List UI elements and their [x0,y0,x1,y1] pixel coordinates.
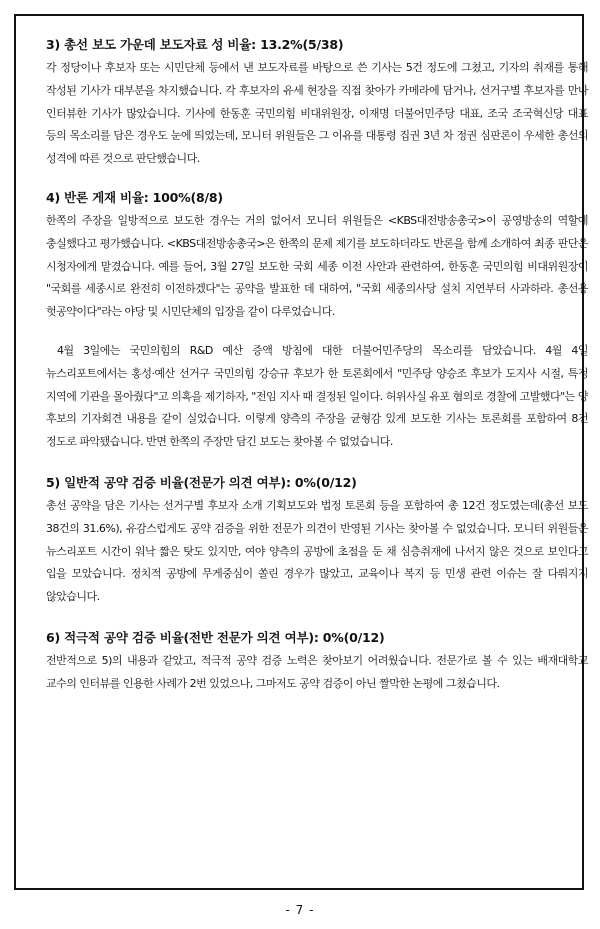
section-paragraph: 전반적으로 5)의 내용과 같았고, 적극적 공약 검증 노력은 찾아보기 어려웠습니다. 전문가로 볼 수 있는 배재대학교 교수의 인터뷰를 인용한 사례가 2번 있었으나, 그마저도 공약 검증이 아닌 짤막한 논평에 그쳤습니다. [46,653,588,690]
section-heading: 5) 일반적 공약 검증 비율(전문가 의견 여부): 0%(0/12) [46,474,357,490]
section-paragraph: 각 정당이나 후보자 또는 시민단체 등에서 낸 보도자료를 바탕으로 쓴 기사는 5건 정도에 그쳤고, 기자의 취재를 통해 작성된 기사가 대부분을 차지했습니다. 각 후보자의 유세 현장을 직접 찾아가 카메라에 담거나, 선거구별 후보자를 만나 인터뷰한 기사가 많았습니다. 기사에 한동훈 국민의힘 비대위원장, 이재명 더불어민주당 대표, 조국 조국혁신당 대표 등의 목소리를 담은 경우도 눈에 띄었는데, 모니터 위원들은 그 이유를 대통령 집권 3년 차 정권 심판론이 우세한 총선의 성격에 따른 것으로 판단했습니다. [46,61,588,166]
section-paragraph: 한쪽의 주장을 일방적으로 보도한 경우는 거의 없어서 모니터 위원들은 <KBS대전방송총국>이 공영방송의 역할에 충실했다고 평가했습니다. <KBS대전방송총국>은 한쪽의 문제 제기를 보도하더라도 반론을 함께 소개하여 최종 판단은 시청자에게 맡겼습니다. 예를 들어, 3월 27일 보도한 국회 세종 이전 사안과 관련하여, 한동훈 국민의힘 비대위원장이 "국회를 세종시로 완전히 이전하겠다"는 공약을 발표한 데 대하여, "국회 세종의사당 설치 지연부터 사과하라. 총선용 헛공약이다"라는 야당 및 시민단체의 입장을 같이 다루었습니다. [46,213,588,319]
section-heading: 4) 반론 게재 비율: 100%(8/8) [46,189,223,205]
section-active-pledge-verification [46,629,588,696]
section-general-pledge-verification [46,474,588,609]
page-frame [14,14,588,890]
document-body [46,36,588,696]
section-press-release-ratio [46,36,588,171]
section-heading: 3) 총선 보도 가운데 보도자료 성 비율: 13.2%(5/38) [46,37,344,52]
section-paragraph: 4월 3일에는 국민의힘의 R&D 예산 증액 방침에 대한 더불어민주당의 목소리를 담았습니다. 4월 4일 뉴스리포트에서는 홍성·예산 선거구 국민의힘 강승규 후보가 한 토론회에서 "민주당 양승조 후보가 도지사 시절, 특정 지역에 기관을 몰아줬다"고 의혹을 제기하자, "전임 지사 때 결정된 일이다. 허위사실 유포 혐의로 경찰에 고발했다"는 양 후보의 기자회견 내용을 같이 실었습니다. 이렇게 양측의 주장을 균형감 있게 보도한 기사는 토론회를 포함하여 8건 정도로 파악됐습니다. 반면 한쪽의 주장만 담긴 보도는 찾아볼 수 없었습니다. [46,343,588,449]
section-heading: 6) 적극적 공약 검증 비율(전반 전문가 의견 여부): 0%(0/12) [46,629,385,645]
section-rebuttal-ratio [46,189,588,454]
page-number: - 7 - [285,903,315,917]
section-paragraph: 총선 공약을 담은 기사는 선거구별 후보자 소개 기획보도와 법정 토론회 등을 포함하여 총 12건 정도였는데(총선 보도 38건의 31.6%), 유감스럽게도 공약 검증을 위한 전문가 의견이 반영된 기사는 찾아볼 수 없었습니다. 모니터 위원들은 뉴스리포트 시간이 워낙 짧은 탓도 있지만, 여야 양측의 공방에 초점을 둔 채 심층취재에 나서지 않은 것으로 보인다고 입을 모았습니다. 정치적 공방에 무게중심이 쏠린 경우가 많았고, 교육이나 복지 등 민생 관련 이슈는 잘 다뤄지지 않았습니다. [46,498,588,604]
